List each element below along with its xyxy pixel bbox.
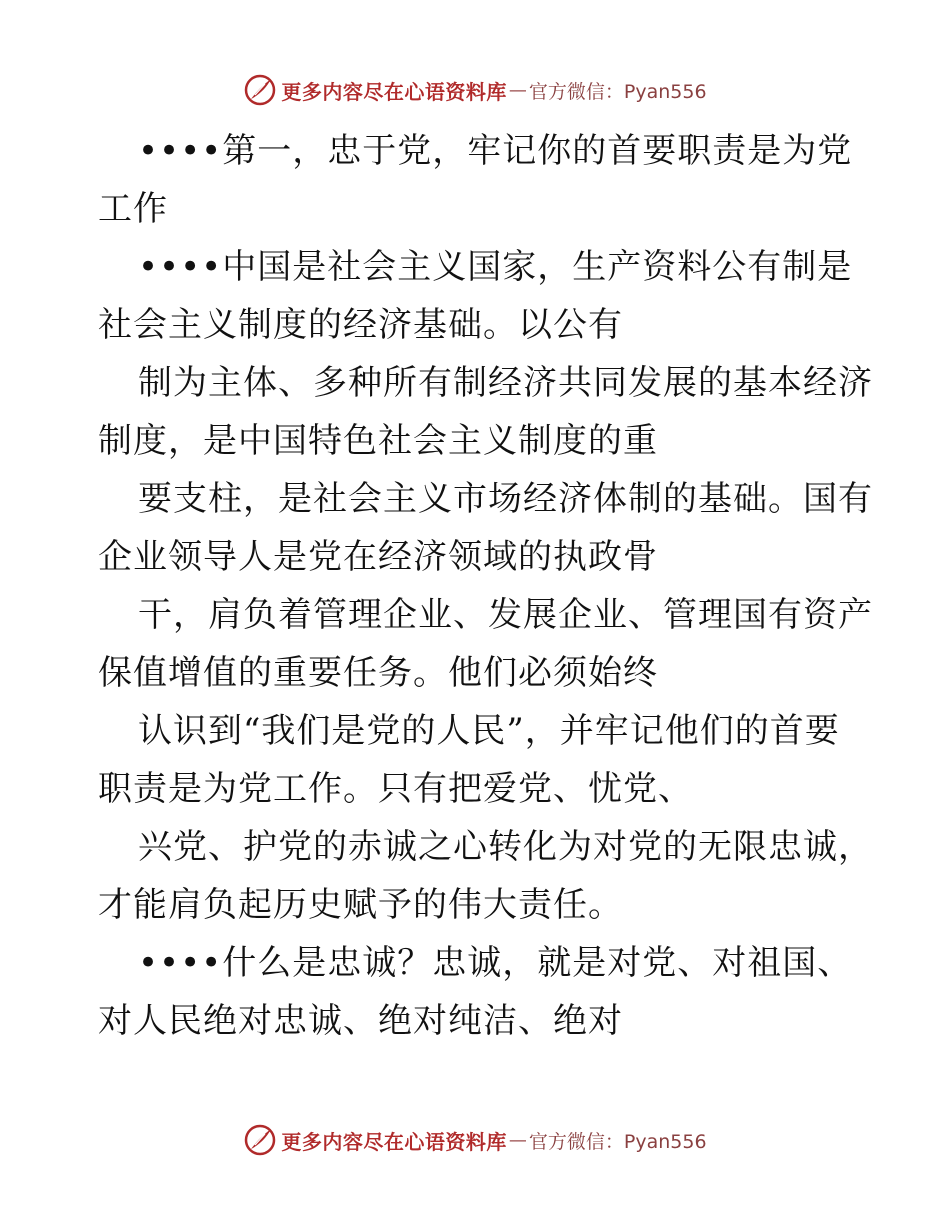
text-line: 干，肩负着管理企业、发展企业、管理国有资产 [138,595,873,635]
watermark-title: 更多内容尽在心语资料库 [281,79,507,104]
watermark-separator: — [508,1129,527,1151]
text-line: 社会主义制度的经济基础。以公有 [98,305,623,345]
paragraph [98,586,873,702]
paragraph [98,238,858,354]
header-watermark [0,70,950,110]
text-line: 企业领导人是党在经济领域的执政骨 [98,537,658,577]
text-line: 工作 [98,189,168,229]
watermark-title: 更多内容尽在心语资料库 [281,1129,507,1154]
text-line: 制为主体、多种所有制经济共同发展的基本经济 [138,363,873,403]
paragraph [98,354,873,470]
text-line: ••••第一，忠于党，牢记你的首要职责是为党 [138,131,853,171]
footer-watermark [0,1120,950,1160]
feather-pen-logo-icon [243,1123,277,1157]
paragraph [98,702,858,818]
text-line: 制度，是中国特色社会主义制度的重 [98,421,658,461]
text-line: 职责是为党工作。只有把爱党、忧党、 [98,769,693,809]
watermark-separator: — [508,79,527,101]
text-line: 保值增值的重要任务。他们必须始终 [98,653,658,693]
text-line: 对人民绝对忠诚、绝对纯洁、绝对 [98,1001,623,1041]
text-line: ••••什么是忠诚？忠诚，就是对党、对祖国、 [138,943,853,983]
paragraph [98,470,873,586]
watermark-wechat: 官方微信：Pyan556 [528,80,707,103]
watermark-wechat: 官方微信：Pyan556 [528,1130,707,1153]
feather-pen-logo-icon [243,73,277,107]
document-body [98,122,873,1050]
text-line: 要支柱，是社会主义市场经济体制的基础。国有 [138,479,873,519]
paragraph [98,122,858,238]
paragraph [98,934,858,1050]
text-line: 兴党、护党的赤诚之心转化为对党的无限忠诚， [138,827,873,867]
paragraph [98,818,873,934]
text-line: 才能肩负起历史赋予的伟大责任。 [98,885,623,925]
text-line: ••••中国是社会主义国家，生产资料公有制是 [138,247,853,287]
text-line: 认识到“我们是党的人民”，并牢记他们的首要 [138,711,840,751]
